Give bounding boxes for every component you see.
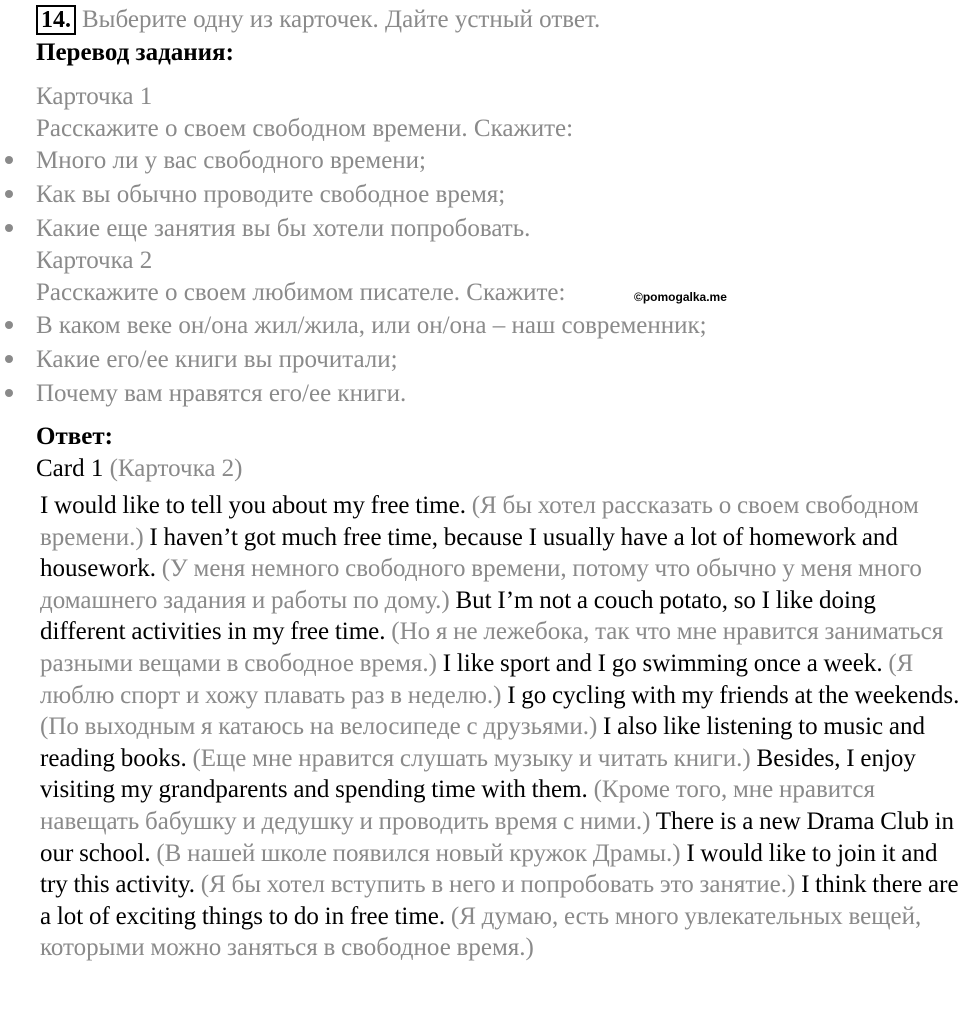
bullet-icon [5, 321, 13, 329]
card-1-prompt: Расскажите о своем свободном времени. Скажите: [36, 115, 574, 142]
answer-sentence-en: I also like listening to music and reading books. [40, 713, 925, 772]
card-2-bullet-1: В каком веке он/она жил/жила, или он/она – наш современник; [36, 312, 707, 339]
card-1-bullet-2: Как вы обычно проводите свободное время; [36, 181, 506, 208]
answer-sentence-ru: (Я люблю спорт и хожу плавать раз в неделю.) [40, 649, 914, 709]
answer-sentence-en: I would like to tell you about my free time. [40, 492, 466, 519]
answer-sentence-ru: (Я бы хотел вступить в него и попробовать это занятие.) [200, 871, 796, 899]
card-2-bullet-2: Какие его/ее книги вы прочитали; [36, 346, 398, 373]
answer-sentence-ru: (Еще мне нравится слушать музыку и читать книги.) [192, 744, 751, 772]
answer-text [40, 490, 960, 964]
card-2-bullet-3: Почему вам нравятся его/ее книги. [36, 380, 407, 407]
answer-sentence-ru: (Кроме того, мне нравится навещать бабушку и дедушку и проводить время с ними.) [40, 776, 876, 835]
task-instruction: Выберите одну из карточек. Дайте устный ответ. [82, 6, 601, 33]
answer-card-label [36, 453, 243, 485]
card-1-bullet-1: Много ли у вас свободного времени; [36, 147, 426, 174]
answer-sentence-ru: (Но я не лежебока, так что мне нравится заниматься разными вещами в свободное время.) [40, 618, 944, 677]
card-2-title: Карточка 2 [36, 247, 153, 274]
translation-header: Перевод задания: [36, 39, 234, 66]
answer-sentence-en: But I’m not a couch potato, so I like doing different activities in my free time. [40, 586, 876, 646]
answer-sentence-ru: (Я думаю, есть много увлекательных вещей, которыми можно заняться в свободное время.) [40, 902, 922, 962]
answer-sentence-en: Besides, I enjoy visiting my grandparents and spending time with them. [40, 744, 916, 804]
card-2-prompt: Расскажите о своем любимом писателе. Скажите: [36, 279, 566, 306]
card-1-bullet-3: Какие еще занятия вы бы хотели попробовать. [36, 215, 531, 242]
task-heading [36, 4, 600, 36]
bullet-icon [5, 190, 13, 198]
answer-sentence-en: There is a new Drama Club in our school. [40, 807, 955, 867]
answer-sentence-ru: (У меня немного свободного времени, потому что обычно у меня много домашнего задания и работы по дому.) [40, 555, 922, 614]
answer-sentence-ru: (По выходным я катаюсь на велосипеде с друзьями.) [40, 713, 598, 741]
task-number-box: 14. [36, 5, 76, 35]
answer-sentence-en: I go cycling with my friends at the weekends. [507, 681, 960, 709]
answer-sentence-ru: (В нашей школе появился новый кружок Драмы.) [156, 839, 681, 867]
card-label-translation: (Карточка 2) [109, 455, 243, 482]
watermark: ©pomogalka.me [634, 290, 727, 304]
bullet-icon [5, 224, 13, 232]
answer-sentence-ru: (Я бы хотел рассказать о своем свободном времени.) [40, 492, 919, 551]
card-label: Card 1 [36, 455, 104, 482]
answer-header: Ответ: [36, 423, 113, 450]
answer-sentence-en: I haven’t got much free time, because I usually have a lot of homework and housework. [40, 523, 898, 583]
bullet-icon [5, 355, 13, 363]
bullet-icon [5, 389, 13, 397]
answer-sentence-en: I think there are a lot of exciting things to do in free time. [40, 871, 959, 930]
answer-sentence-en: I like sport and I go swimming once a week. [442, 649, 883, 677]
card-1-title: Карточка 1 [36, 83, 153, 110]
answer-sentence-en: I would like to join it and try this activity. [40, 839, 938, 899]
bullet-icon [5, 156, 13, 164]
